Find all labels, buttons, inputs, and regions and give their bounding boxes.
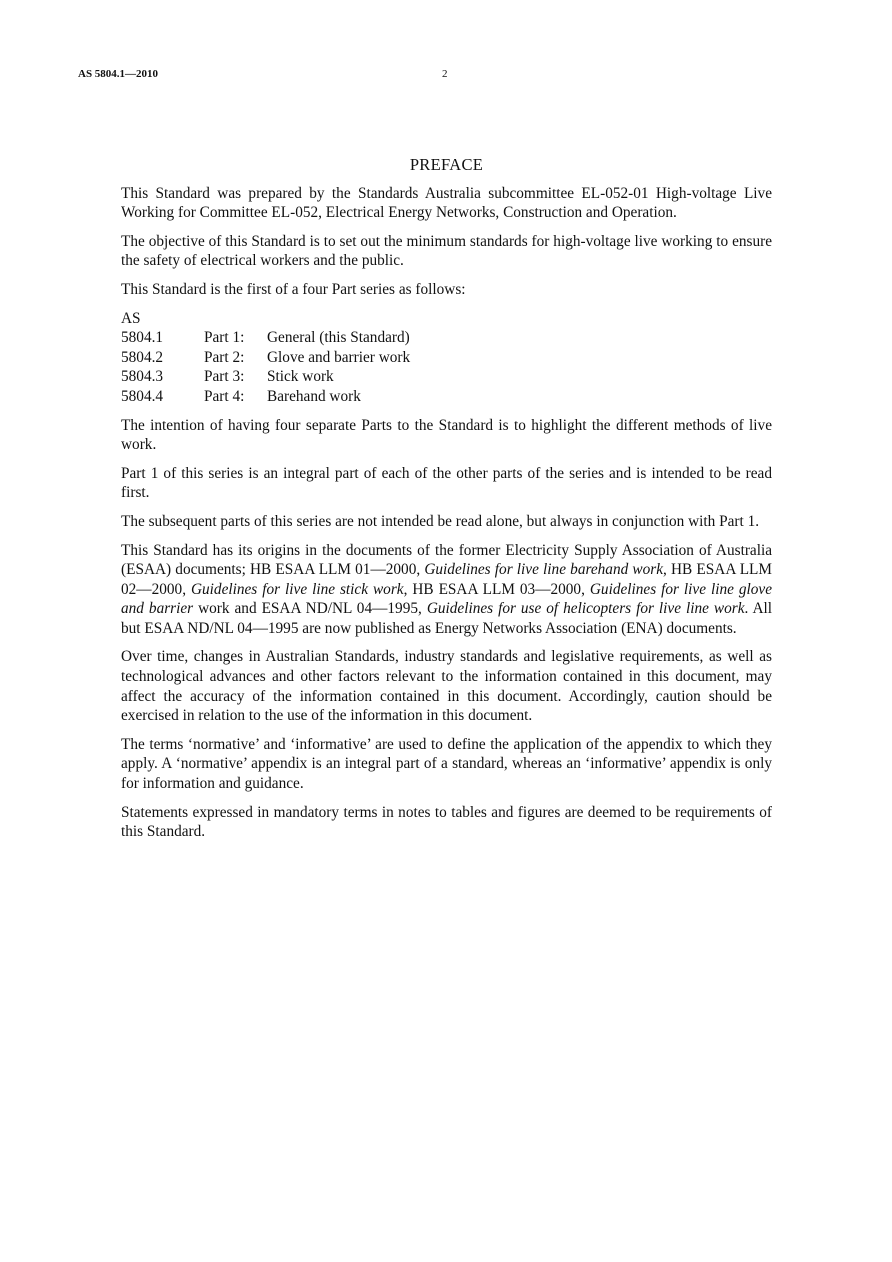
part-title: Stick work xyxy=(267,368,334,386)
part-label: Part 1: xyxy=(204,329,245,347)
origins-text: . All but ESAA ND/NL 04—1995 are now published as Energy Networks Association (ENA) documents. xyxy=(121,600,773,637)
part-title: Barehand work xyxy=(267,387,361,405)
paragraph-part-1: Part 1 of this series is an integral part of each of the other parts of the series and is intended to be read first. xyxy=(121,464,772,502)
part-standard-number: 5804.1 xyxy=(121,329,164,347)
paragraph-objective: The objective of this Standard is to set out the minimum standards for high-voltage live working to ensure the safety of electrical workers and the public. xyxy=(121,232,772,270)
part-title: General (this Standard) xyxy=(267,329,410,347)
part-standard-number: 5804.2 xyxy=(121,348,164,366)
part-title: Glove and barrier work xyxy=(267,348,411,366)
paragraph-intention: The intention of having four separate Parts to the Standard is to highlight the different methods of live work. xyxy=(121,416,772,454)
part-standard-number: 5804.3 xyxy=(121,368,164,386)
parts-list-item xyxy=(121,328,772,348)
origins-title-helicopters: Guidelines for use of helicopters for live line work xyxy=(426,600,745,618)
part-label: Part 4: xyxy=(204,387,245,405)
parts-list xyxy=(121,328,772,406)
page-number: 2 xyxy=(442,68,448,80)
paragraph-series-intro: This Standard is the first of a four Part series as follows: xyxy=(121,280,466,298)
origins-title-barehand: Guidelines for live line barehand work xyxy=(424,561,664,579)
parts-list-item xyxy=(121,348,772,368)
paragraph-subsequent-parts: The subsequent parts of this series are not intended be read alone, but always in conjunction with Part 1. xyxy=(121,512,760,530)
paragraph-prepared-by: This Standard was prepared by the Standards Australia subcommittee EL-052-01 High-voltage Live Working for Committee EL-052, Electrical Energy Networks, Construction and Operation. xyxy=(121,184,772,222)
running-header xyxy=(78,68,814,84)
origins-text: , HB ESAA LLM 02—2000, xyxy=(121,561,772,598)
parts-list-item xyxy=(121,367,772,387)
document-identifier: AS 5804.1—2010 xyxy=(78,68,159,80)
origins-text: This Standard has its origins in the documents of the former Electricity Supply Association of Australia (ESAA) documents; HB ESAA LLM 01—2000, xyxy=(121,541,772,579)
origins-text: work and ESAA ND/NL 04—1995, xyxy=(193,600,427,618)
part-standard-number: 5804.4 xyxy=(121,387,164,405)
parts-list-item xyxy=(121,387,772,407)
part-label: Part 3: xyxy=(204,368,245,386)
section-heading: PREFACE xyxy=(409,155,484,174)
paragraph-over-time: Over time, changes in Australian Standards, industry standards and legislative requirements, as well as technological advances and other factors relevant to the information contained in this document, may affect the accuracy of the information contained in this document. Accordingly, caution should be exercised in relation to the use of the information in this document. xyxy=(121,648,772,725)
preface-section xyxy=(121,155,772,851)
origins-title-stick: Guidelines for live line stick work xyxy=(190,580,404,598)
origins-text: , HB ESAA LLM 03—2000, xyxy=(403,580,590,598)
paragraph-origins xyxy=(121,541,772,639)
paragraph-mandatory-terms: Statements expressed in mandatory terms in notes to tables and figures are deemed to be requirements of this Standard. xyxy=(121,803,772,841)
series-label: AS xyxy=(121,309,141,327)
paragraph-normative-informative: The terms ‘normative’ and ‘informative’ are used to define the application of the appendix to which they apply. A ‘normative’ appendix is an integral part of a standard, whereas an ‘informative’ appendix is only for information and guidance. xyxy=(121,735,772,793)
origins-title-glove-barrier: Guidelines for live line glove and barrier xyxy=(121,580,772,618)
part-label: Part 2: xyxy=(204,348,245,366)
